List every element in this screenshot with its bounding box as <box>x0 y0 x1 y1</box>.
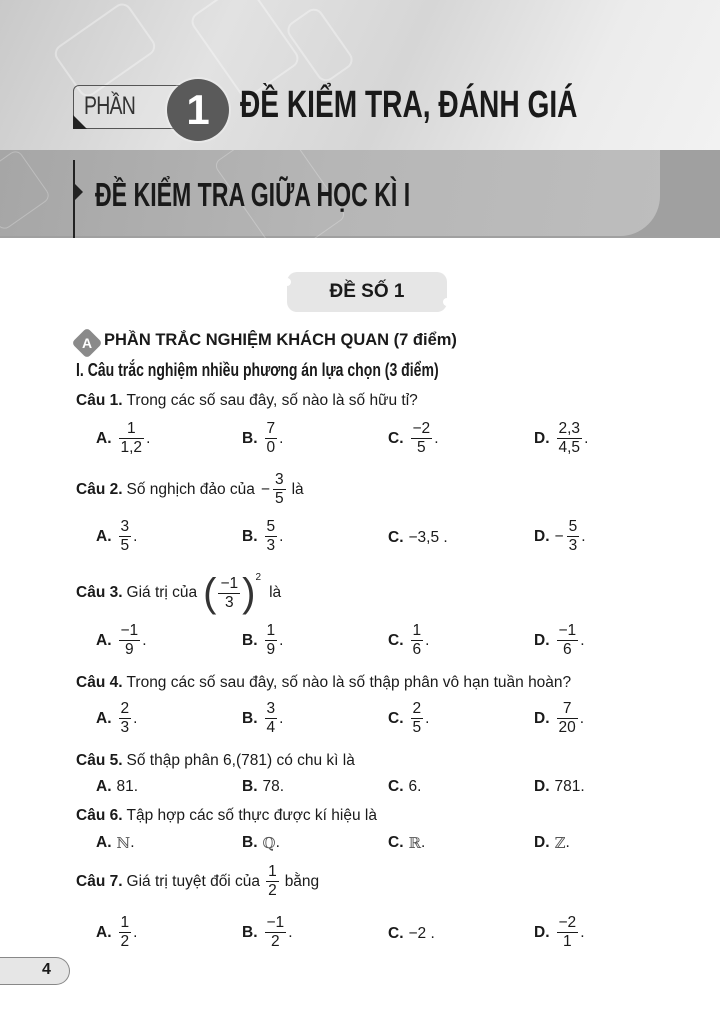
question-number: Câu 1. <box>76 392 123 409</box>
option-value: −2 . <box>408 925 435 942</box>
option-suffix: . <box>279 527 284 545</box>
denominator: 4,5 <box>558 439 581 456</box>
option-suffix: . <box>565 834 570 851</box>
question-3 <box>76 573 281 613</box>
denominator: 1,2 <box>120 439 143 456</box>
question-number: Câu 5. <box>76 752 123 769</box>
denominator: 3 <box>568 537 578 554</box>
option-b[interactable] <box>242 622 283 659</box>
question-1 <box>76 392 418 410</box>
option-suffix: . <box>142 631 147 649</box>
option-a[interactable] <box>96 700 137 737</box>
denominator: 6 <box>563 641 572 658</box>
denominator: 3 <box>120 719 130 736</box>
option-d[interactable] <box>534 914 585 951</box>
set-symbol-integers: ℤ <box>554 834 566 852</box>
question-text: Số thập phân 6,(781) có chu kì là <box>126 752 355 769</box>
page-number: 4 <box>42 961 51 978</box>
option-label: A. <box>96 527 112 545</box>
option-label: D. <box>534 923 550 941</box>
option-suffix: . <box>133 923 138 941</box>
numerator: −1 <box>220 574 239 592</box>
option-label: A. <box>96 631 112 649</box>
option-label: C. <box>388 631 404 649</box>
fraction <box>218 575 240 612</box>
option-label: A. <box>96 709 112 727</box>
option-suffix: . <box>580 631 585 649</box>
question-number: Câu 4. <box>76 674 123 691</box>
option-label: C. <box>388 709 404 727</box>
option-suffix: . <box>584 429 589 447</box>
option-a[interactable] <box>96 518 137 555</box>
part-number-circle: 1 <box>167 79 229 141</box>
denominator: 5 <box>412 719 422 736</box>
option-label: A. <box>96 429 112 447</box>
fraction <box>411 420 433 457</box>
option-d[interactable] <box>534 700 584 737</box>
question-number: Câu 6. <box>76 807 123 824</box>
option-b[interactable] <box>242 700 283 737</box>
close-paren: ) <box>242 571 256 615</box>
option-c[interactable] <box>388 834 425 852</box>
denominator: 4 <box>266 719 276 736</box>
part-label: PHẦN <box>84 92 136 120</box>
question-number: Câu 3. <box>76 584 123 601</box>
option-label: B. <box>242 631 258 649</box>
numerator: −1 <box>266 914 285 931</box>
option-c[interactable] <box>388 622 429 659</box>
denominator: 2 <box>268 882 277 899</box>
option-suffix: . <box>425 631 430 649</box>
question-text: Giá trị tuyệt đối của <box>126 872 261 890</box>
numerator: −1 <box>120 622 139 639</box>
numerator: 1 <box>126 420 136 437</box>
option-suffix: . <box>288 923 293 941</box>
option-suffix: . <box>279 709 284 727</box>
fraction <box>557 420 583 457</box>
option-suffix: . <box>130 834 135 851</box>
option-label: B. <box>242 527 258 545</box>
denominator: 6 <box>412 641 422 658</box>
option-a[interactable] <box>96 420 150 457</box>
option-suffix: . <box>425 709 430 727</box>
option-label: C. <box>388 429 404 447</box>
option-d[interactable] <box>534 622 585 659</box>
option-c[interactable] <box>388 925 435 943</box>
option-suffix: . <box>279 429 284 447</box>
option-b[interactable] <box>242 914 293 951</box>
option-label: B. <box>242 429 258 447</box>
option-c[interactable] <box>388 529 448 547</box>
fraction <box>411 700 424 737</box>
question-text-after: là <box>291 480 304 498</box>
option-label: C. <box>388 925 404 942</box>
set-symbol-naturals: ℕ <box>116 834 131 852</box>
page-number-tab <box>0 957 70 985</box>
option-label: B. <box>242 834 258 851</box>
option-suffix: . <box>279 631 284 649</box>
option-a[interactable] <box>96 914 137 951</box>
question-5 <box>76 752 355 770</box>
option-label: A. <box>96 778 112 795</box>
fraction <box>266 863 279 900</box>
fraction <box>273 471 286 508</box>
option-a[interactable] <box>96 834 135 852</box>
minus-sign: − <box>260 480 270 498</box>
fraction <box>411 622 424 659</box>
numerator: 5 <box>266 518 276 535</box>
fraction <box>567 518 580 555</box>
option-label: C. <box>388 834 404 851</box>
numerator: 1 <box>268 863 277 880</box>
denominator: 9 <box>125 641 134 658</box>
option-c[interactable] <box>388 700 429 737</box>
fraction <box>119 914 132 951</box>
option-label: D. <box>534 429 550 447</box>
fraction <box>119 700 132 737</box>
option-suffix: . <box>275 834 280 851</box>
denominator: 5 <box>417 439 426 456</box>
option-value: 781. <box>554 778 585 795</box>
fraction <box>557 914 579 951</box>
option-d[interactable] <box>534 518 586 555</box>
fraction <box>265 420 278 457</box>
question-number: Câu 2. <box>76 480 123 498</box>
denominator: 1 <box>563 933 572 950</box>
exam-number-badge <box>287 272 447 312</box>
option-value: 6. <box>408 778 422 795</box>
option-suffix: . <box>133 527 138 545</box>
option-suffix: . <box>420 834 426 851</box>
numerator: 3 <box>274 471 284 488</box>
fraction <box>557 700 578 737</box>
denominator: 3 <box>225 593 234 611</box>
option-label: A. <box>96 923 112 941</box>
denominator: 5 <box>274 490 284 507</box>
part-title: ĐỀ KIỂM TRA, ĐÁNH GIÁ <box>240 84 578 126</box>
fraction <box>265 700 278 737</box>
option-label: C. <box>388 778 404 795</box>
option-value: 78. <box>262 778 285 795</box>
question-2 <box>76 471 304 508</box>
numerator: −2 <box>558 914 577 931</box>
numerator: 2 <box>120 700 130 717</box>
option-label: D. <box>534 631 550 649</box>
option-label: D. <box>534 834 550 851</box>
option-a[interactable] <box>96 622 147 659</box>
numerator: 7 <box>562 700 572 717</box>
option-d[interactable] <box>534 834 570 852</box>
option-suffix: . <box>580 923 585 941</box>
option-label: B. <box>242 778 258 795</box>
question-4 <box>76 674 571 692</box>
numerator: 3 <box>120 518 130 535</box>
exponent: 2 <box>255 571 262 583</box>
section-a-title: PHẦN TRẮC NGHIỆM KHÁCH QUAN (7 điểm) <box>104 331 457 349</box>
option-suffix: . <box>133 709 138 727</box>
option-d[interactable] <box>534 420 588 457</box>
fraction <box>119 420 145 457</box>
denominator: 0 <box>266 439 276 456</box>
subsection-title: I. Câu trắc nghiệm nhiều phương án lựa chọn (3 điểm) <box>76 360 439 380</box>
option-label: D. <box>534 527 550 545</box>
denominator: 2 <box>120 933 130 950</box>
numerator: 1 <box>120 914 130 931</box>
option-label: B. <box>242 709 258 727</box>
question-number: Câu 7. <box>76 872 123 890</box>
option-label: B. <box>242 923 258 941</box>
option-b[interactable] <box>242 834 280 852</box>
option-a[interactable] <box>96 778 138 796</box>
numerator: −1 <box>558 622 577 639</box>
section-letter: A <box>81 335 93 351</box>
option-label: D. <box>534 709 550 727</box>
question-text-after: là <box>269 584 282 601</box>
numerator: 1 <box>266 622 276 639</box>
decorative-shape <box>284 5 357 85</box>
badge-notch <box>283 278 291 286</box>
denominator: 20 <box>558 719 576 736</box>
option-c[interactable] <box>388 420 439 457</box>
question-text: Trong các số sau đây, số nào là số hữu tỉ? <box>126 392 418 409</box>
numerator: 3 <box>266 700 276 717</box>
numerator: 5 <box>568 518 578 535</box>
section-title: ĐỀ KIỂM TRA GIỮA HỌC KÌ I <box>95 176 411 213</box>
option-suffix: . <box>581 527 586 545</box>
denominator: 9 <box>266 641 276 658</box>
fraction <box>265 914 287 951</box>
denominator: 3 <box>266 537 276 554</box>
numerator: 7 <box>266 420 276 437</box>
open-paren: ( <box>203 571 217 615</box>
minus-sign: − <box>554 527 564 545</box>
option-c[interactable] <box>388 778 421 796</box>
option-suffix: . <box>434 429 439 447</box>
question-6 <box>76 807 377 825</box>
option-b[interactable] <box>242 518 283 555</box>
fraction <box>557 622 579 659</box>
option-b[interactable] <box>242 420 283 457</box>
set-symbol-rationals: ℚ <box>262 834 276 852</box>
numerator: 2 <box>412 700 422 717</box>
question-text: Trong các số sau đây, số nào là số thập phân vô hạn tuần hoàn? <box>126 674 572 691</box>
question-text-after: bằng <box>284 872 320 890</box>
numerator: 2,3 <box>558 420 581 437</box>
badge-notch <box>443 298 451 306</box>
fraction <box>265 518 278 555</box>
fraction <box>119 518 132 555</box>
denominator: 5 <box>120 537 130 554</box>
option-value: 81. <box>116 778 139 795</box>
question-text: Số nghịch đảo của <box>126 480 255 498</box>
triangle-right-icon <box>74 183 83 201</box>
denominator: 2 <box>271 933 280 950</box>
option-d[interactable] <box>534 778 585 796</box>
option-label: A. <box>96 834 112 851</box>
numerator: −2 <box>412 420 431 437</box>
question-7 <box>76 863 319 900</box>
option-b[interactable] <box>242 778 284 796</box>
question-text: Tập hợp các số thực được kí hiệu là <box>126 807 377 824</box>
numerator: 1 <box>412 622 422 639</box>
fraction <box>265 622 278 659</box>
option-suffix: . <box>146 429 151 447</box>
option-value: −3,5 . <box>408 529 448 546</box>
question-text: Giá trị của <box>126 584 198 601</box>
set-symbol-reals: ℝ <box>408 834 421 852</box>
option-label: C. <box>388 529 404 546</box>
option-label: D. <box>534 778 550 795</box>
exam-number-label: ĐỀ SỐ 1 <box>329 281 405 302</box>
option-suffix: . <box>579 709 585 727</box>
fraction <box>119 622 141 659</box>
